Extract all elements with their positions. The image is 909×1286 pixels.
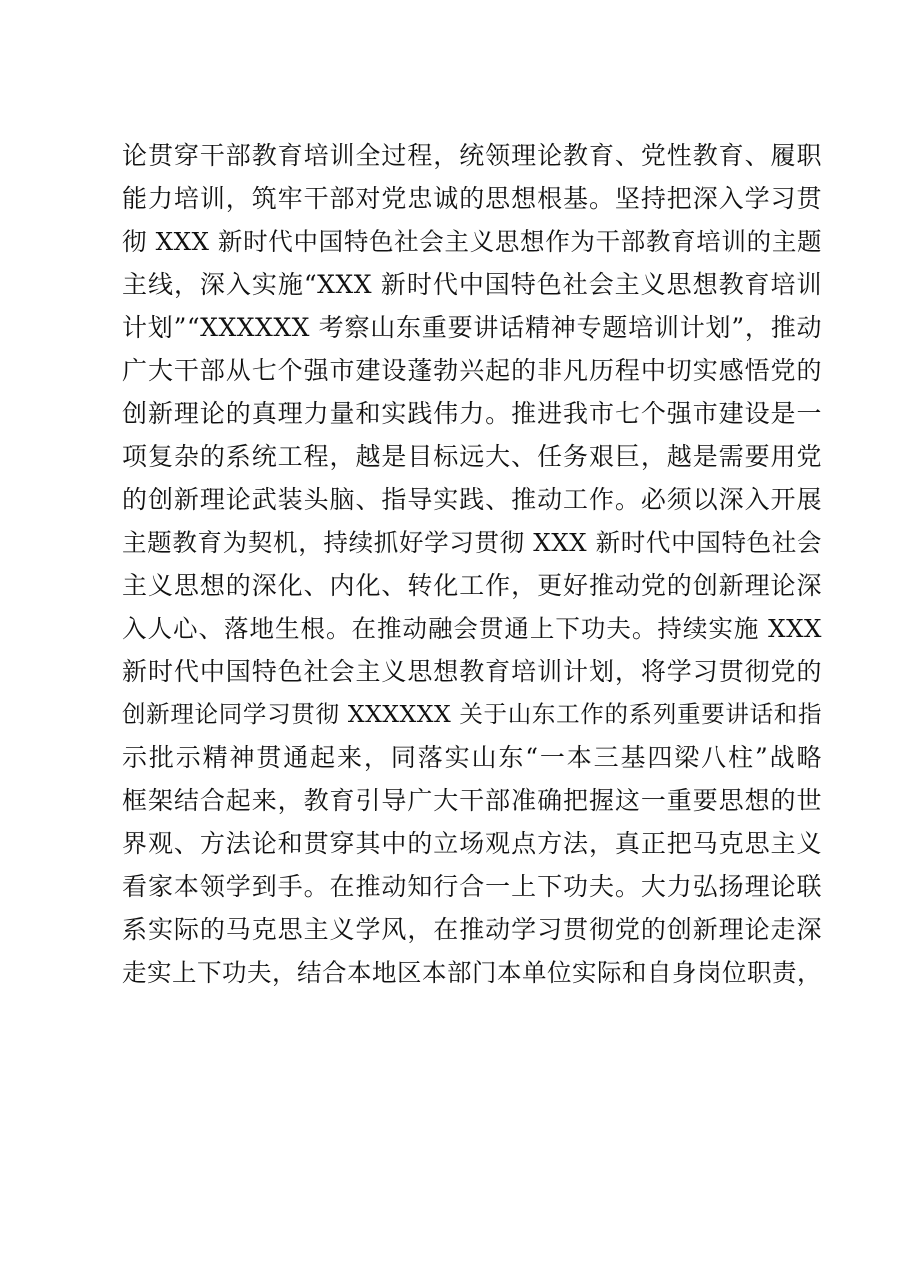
text-line: 示批示精神贯通起来，同落实山东“一本三基四梁八柱”战略 xyxy=(122,743,822,772)
text-line: 主线，深入实施“XXX 新时代中国特色社会主义思想教育培训 xyxy=(122,270,822,299)
text-line: 框架结合起来，教育引导广大干部准确把握这一重要思想的世 xyxy=(122,786,822,815)
text-line: 主义思想的深化、内化、转化工作，更好推动党的创新理论深 xyxy=(122,571,822,600)
text-line: 创新理论的真理力量和实践伟力。推进我市七个强市建设是一 xyxy=(122,399,822,428)
body-paragraph xyxy=(122,134,822,994)
text-line: 的创新理论武装头脑、指导实践、推动工作。必须以深入开展 xyxy=(122,485,822,514)
text-line: 新时代中国特色社会主义思想教育培训计划，将学习贯彻党的 xyxy=(122,657,822,686)
text-line: 项复杂的系统工程，越是目标远大、任务艰巨，越是需要用党 xyxy=(122,442,822,471)
text-line: 计划”“XXXXXX 考察山东重要讲话精神专题培训计划”，推动 xyxy=(122,313,822,342)
text-line: 走实上下功夫，结合本地区本部门本单位实际和自身岗位职责， xyxy=(122,958,822,987)
text-line: 主题教育为契机，持续抓好学习贯彻 XXX 新时代中国特色社会 xyxy=(122,528,822,557)
text-line: 看家本领学到手。在推动知行合一上下功夫。大力弘扬理论联 xyxy=(122,872,822,901)
text-line: 广大干部从七个强市建设蓬勃兴起的非凡历程中切实感悟党的 xyxy=(122,356,822,385)
text-line: 论贯穿干部教育培训全过程，统领理论教育、党性教育、履职 xyxy=(122,141,822,170)
text-line: 系实际的马克思主义学风，在推动学习贯彻党的创新理论走深 xyxy=(122,915,822,944)
text-line: 界观、方法论和贯穿其中的立场观点方法，真正把马克思主义 xyxy=(122,829,822,858)
text-line: 创新理论同学习贯彻 XXXXXX 关于山东工作的系列重要讲话和指 xyxy=(122,700,822,728)
text-line: 能力培训，筑牢干部对党忠诚的思想根基。坚持把深入学习贯 xyxy=(122,184,822,213)
text-line: 彻 XXX 新时代中国特色社会主义思想作为干部教育培训的主题 xyxy=(122,227,822,256)
text-line: 入人心、落地生根。在推动融会贯通上下功夫。持续实施 XXX xyxy=(122,614,822,643)
